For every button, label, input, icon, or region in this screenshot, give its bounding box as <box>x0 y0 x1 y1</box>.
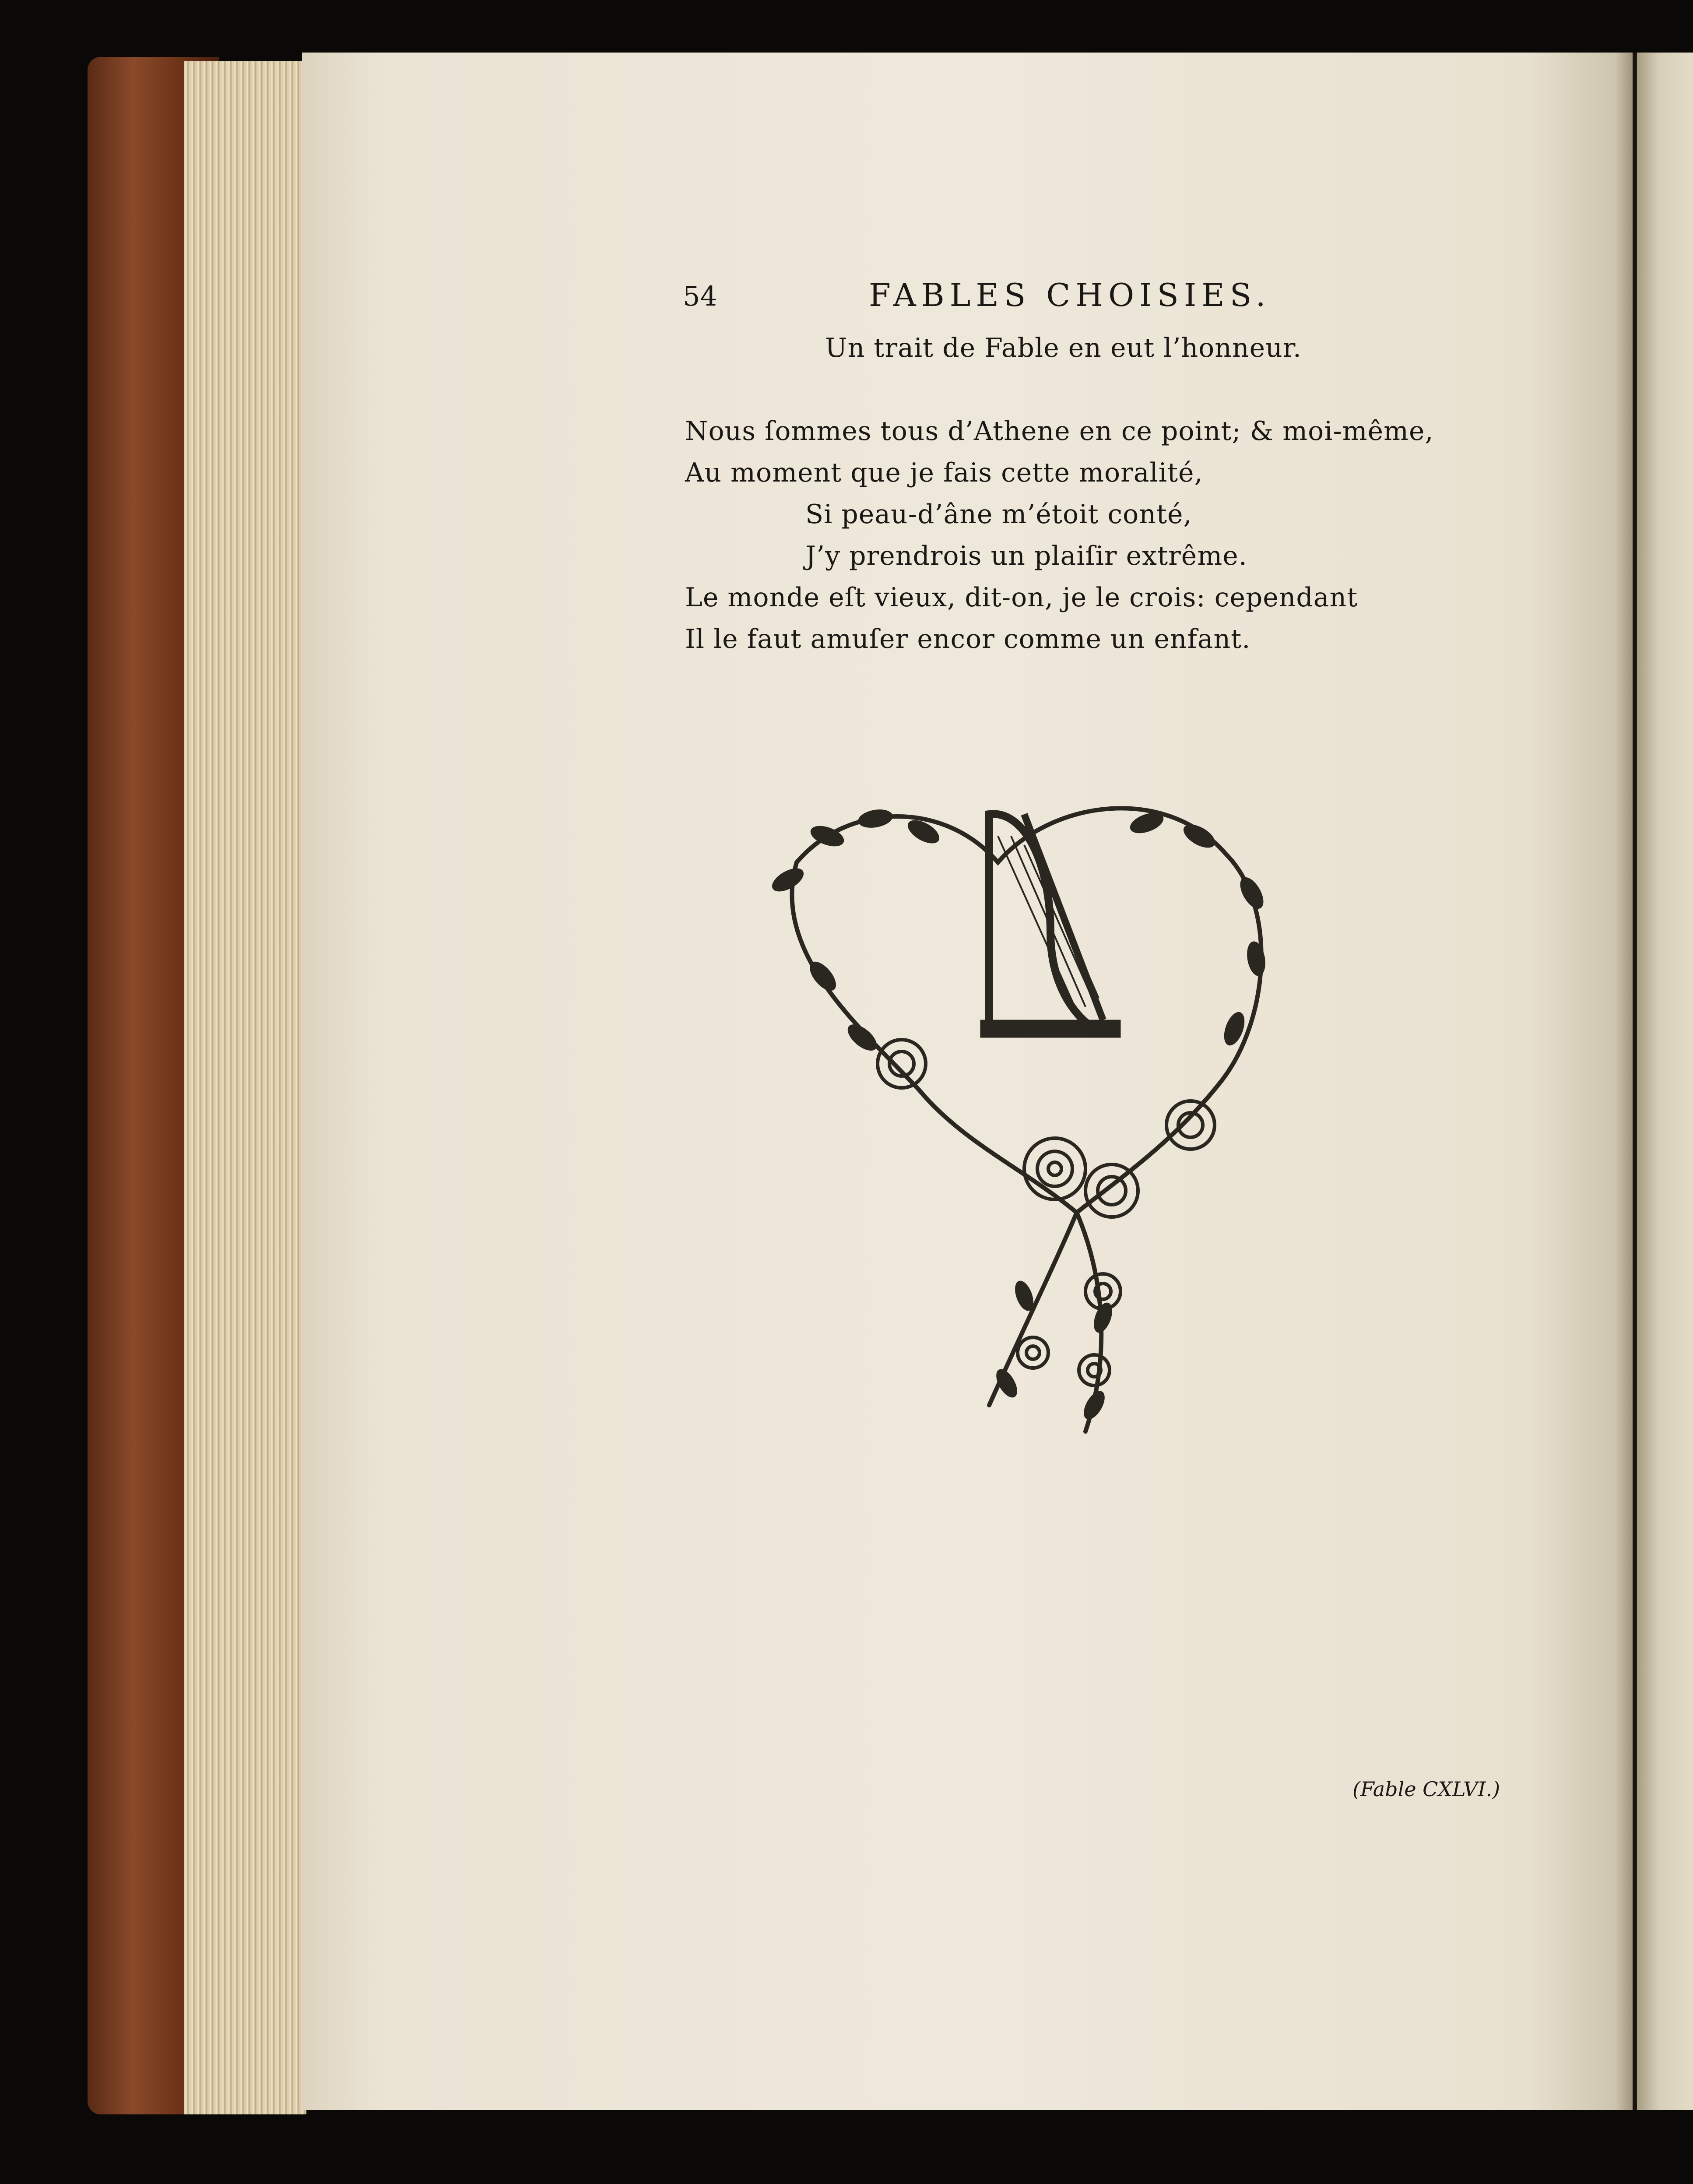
verse-line: Le monde eſt vieux, dit-on, je le crois: cependant <box>685 582 1358 613</box>
right-page-edge <box>1637 53 1693 2110</box>
verse-line: Nous ſommes tous d’Athene en ce point; & moi-même, <box>685 416 1434 447</box>
verse-line: Il le faut amuſer encor comme un enfant. <box>685 624 1251 654</box>
catchword: (Fable CXLVI.) <box>1352 1777 1500 1801</box>
verse-line: Un trait de Fable en eut l’honneur. <box>825 333 1302 363</box>
running-title: FABLES CHOISIES. <box>869 277 1271 313</box>
verse-line: J’y prendrois un plaiſir extrême. <box>805 541 1247 571</box>
page-number: 54 <box>683 280 717 312</box>
verse-line: Si peau-d’âne m’étoit conté, <box>805 499 1192 530</box>
verse-line: Au moment que je fais cette moralité, <box>685 457 1203 488</box>
harp-wreath-ornament-icon <box>718 749 1436 1598</box>
page-edges <box>184 61 306 2114</box>
